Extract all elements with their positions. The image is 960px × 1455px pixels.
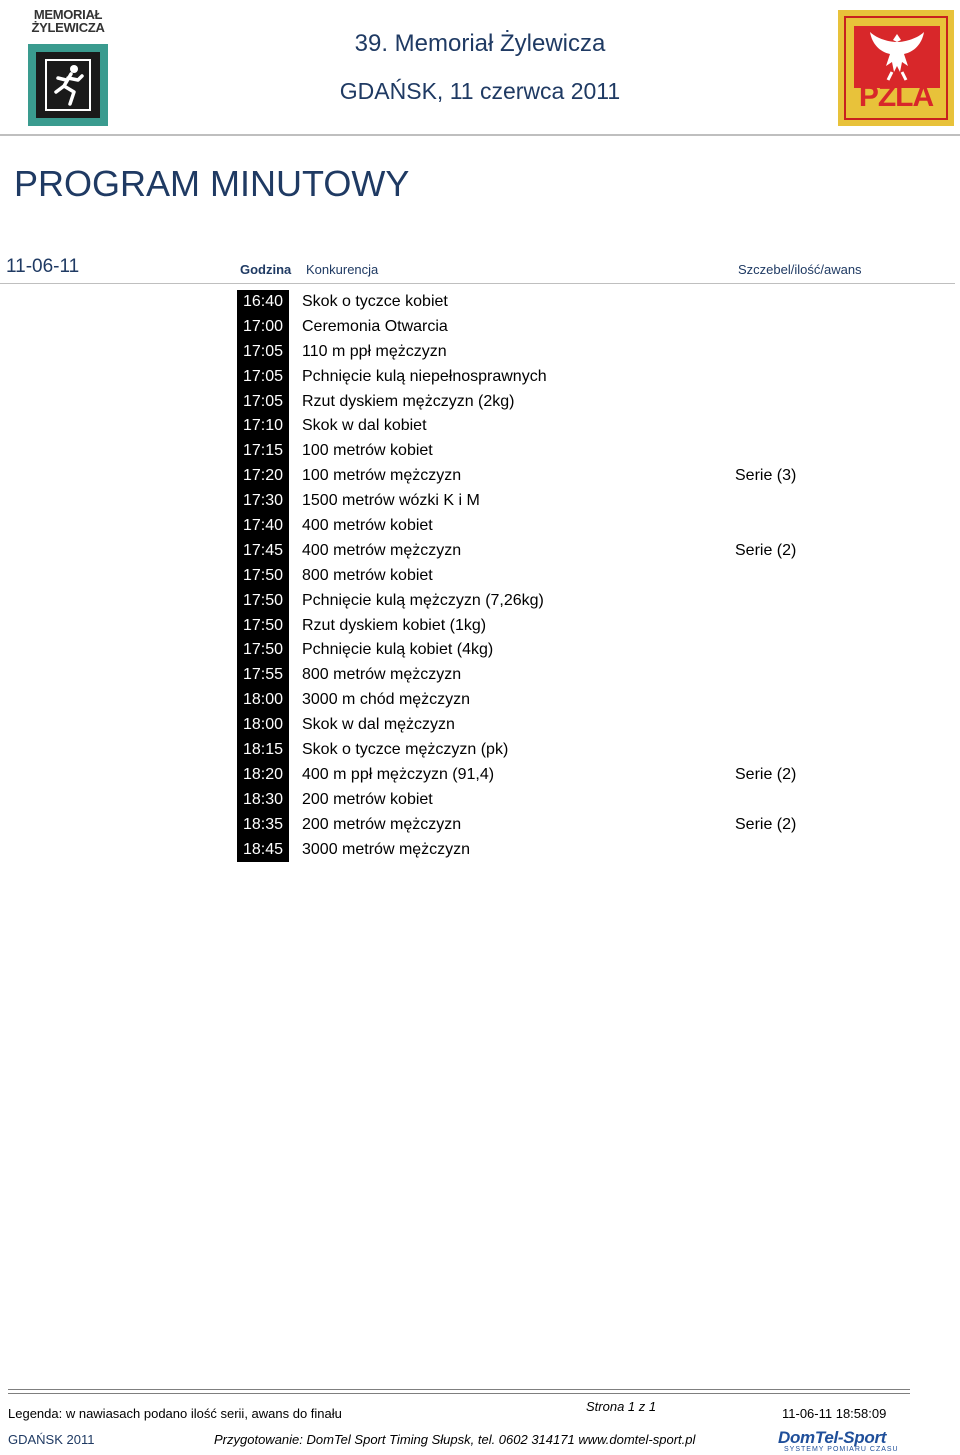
- event-name: 3000 metrów mężczyzn: [302, 840, 471, 858]
- event-time: 17:45: [237, 539, 289, 564]
- domtel-logo-text: DomTel-Sport: [778, 1428, 887, 1447]
- event-name: Skok o tyczce kobiet: [302, 293, 448, 310]
- table-row: [237, 813, 877, 838]
- footer-divider: [8, 1393, 910, 1394]
- column-header-stage: Szczebel/ilość/awans: [738, 262, 862, 277]
- table-row: [237, 838, 877, 863]
- event-time: 17:05: [237, 365, 289, 390]
- event-name: Skok w dal kobiet: [302, 417, 427, 435]
- column-header-event: Konkurencja: [306, 262, 379, 277]
- table-row: [237, 390, 877, 415]
- table-row: [237, 738, 877, 763]
- event-time: 17:15: [237, 439, 289, 464]
- pzla-logo: [838, 10, 954, 126]
- event-name: Ceremonia Otwarcia: [302, 317, 448, 335]
- event-time: 17:40: [237, 514, 289, 539]
- event-time: 17:55: [237, 663, 289, 688]
- event-name: 200 metrów mężczyzn: [302, 815, 462, 833]
- event-name: Skok w dal mężczyzn: [302, 716, 455, 734]
- table-row: [237, 663, 877, 688]
- event-name: 1500 metrów wózki K i M: [302, 492, 480, 510]
- table-row: [237, 713, 877, 738]
- page-title: PROGRAM MINUTOWY: [14, 163, 410, 204]
- table-row: [237, 315, 877, 340]
- event-name: Pchnięcie kulą mężczyzn (7,26kg): [302, 591, 544, 609]
- table-row: [237, 414, 877, 439]
- event-time: 18:20: [237, 763, 289, 788]
- event-name: 400 m ppł mężczyzn (91,4): [302, 765, 495, 783]
- event-time: 16:40: [237, 290, 289, 315]
- event-name: Pchnięcie kulą niepełnosprawnych: [302, 367, 547, 385]
- legend: Legenda: w nawiasach podano ilość serii, awans do finału: [8, 1406, 342, 1421]
- event-name: Rzut dyskiem kobiet (1kg): [302, 616, 487, 634]
- table-row: [237, 589, 877, 614]
- event-title: 39. Memoriał Żylewicza: [354, 30, 606, 57]
- event-time: 17:30: [237, 489, 289, 514]
- event-time: 17:05: [237, 340, 289, 365]
- table-row: [237, 340, 877, 365]
- table-row: [237, 638, 877, 663]
- column-header-time: Godzina: [240, 262, 292, 277]
- footer-divider: [8, 1389, 910, 1390]
- event-stage: Serie (2): [735, 541, 797, 559]
- event-stage: Serie (3): [735, 467, 797, 485]
- table-row: [237, 614, 877, 639]
- event-time: 17:50: [237, 564, 289, 589]
- event-time: 18:00: [237, 713, 289, 738]
- event-time: 17:00: [237, 315, 289, 340]
- event-time: 17:50: [237, 589, 289, 614]
- print-timestamp: 11-06-11 18:58:09: [782, 1406, 887, 1421]
- event-time: 17:50: [237, 614, 289, 639]
- event-stage: Serie (2): [735, 765, 797, 783]
- pzla-logo-text: PZLA: [858, 80, 934, 113]
- event-time: 18:15: [237, 738, 289, 763]
- event-subtitle: GDAŃSK, 11 czerwca 2011: [339, 78, 621, 104]
- event-time: 17:05: [237, 390, 289, 415]
- table-row: [237, 763, 877, 788]
- event-name: 800 metrów mężczyzn: [302, 666, 462, 684]
- table-row: [237, 564, 877, 589]
- table-row: [237, 539, 877, 564]
- table-row: [237, 464, 877, 489]
- event-name: 400 metrów mężczyzn: [302, 541, 462, 559]
- event-name: 3000 m chód mężczyzn: [302, 691, 471, 709]
- event-time: 18:45: [237, 838, 289, 863]
- event-stage: Serie (2): [735, 815, 797, 833]
- eagle-icon: [868, 28, 926, 84]
- prepared-by: Przygotowanie: DomTel Sport Timing Słupsk, tel. 0602 314171 www.domtel-sport.pl: [214, 1432, 696, 1447]
- event-name: Rzut dyskiem mężczyzn (2kg): [302, 392, 515, 410]
- event-name: 110 m ppł mężczyzn: [302, 342, 447, 360]
- event-time: 17:10: [237, 414, 289, 439]
- event-time: 17:20: [237, 464, 289, 489]
- event-name: 100 metrów kobiet: [302, 442, 433, 460]
- header-divider: [0, 134, 960, 136]
- schedule-table: [237, 290, 877, 862]
- event-time: 17:50: [237, 638, 289, 663]
- table-row: [237, 489, 877, 514]
- column-header-divider: [0, 283, 955, 284]
- memorial-logo: [24, 8, 112, 124]
- page-number: Strona 1 z 1: [586, 1399, 657, 1414]
- domtel-tagline: SYSTEMY POMIARU CZASU: [784, 1446, 899, 1453]
- city-year: GDAŃSK 2011: [8, 1432, 95, 1447]
- schedule-date: 11-06-11: [6, 256, 80, 277]
- table-row: [237, 365, 877, 390]
- event-name: 200 metrów kobiet: [302, 790, 433, 808]
- event-time: 18:00: [237, 688, 289, 713]
- event-name: 400 metrów kobiet: [302, 517, 433, 535]
- event-time: 18:30: [237, 788, 289, 813]
- domtel-logo: [778, 1428, 908, 1455]
- event-name: Pchnięcie kulą kobiet (4kg): [302, 641, 494, 659]
- event-name: Skok o tyczce mężczyzn (pk): [302, 741, 509, 759]
- table-row: [237, 688, 877, 713]
- memorial-logo-text: MEMORIAŁ ŻYLEWICZA: [31, 7, 105, 35]
- table-row: [237, 788, 877, 813]
- event-time: 18:35: [237, 813, 289, 838]
- table-row: [237, 290, 877, 315]
- table-row: [237, 514, 877, 539]
- event-name: 800 metrów kobiet: [302, 566, 433, 584]
- event-name: 100 metrów mężczyzn: [302, 467, 462, 485]
- table-row: [237, 439, 877, 464]
